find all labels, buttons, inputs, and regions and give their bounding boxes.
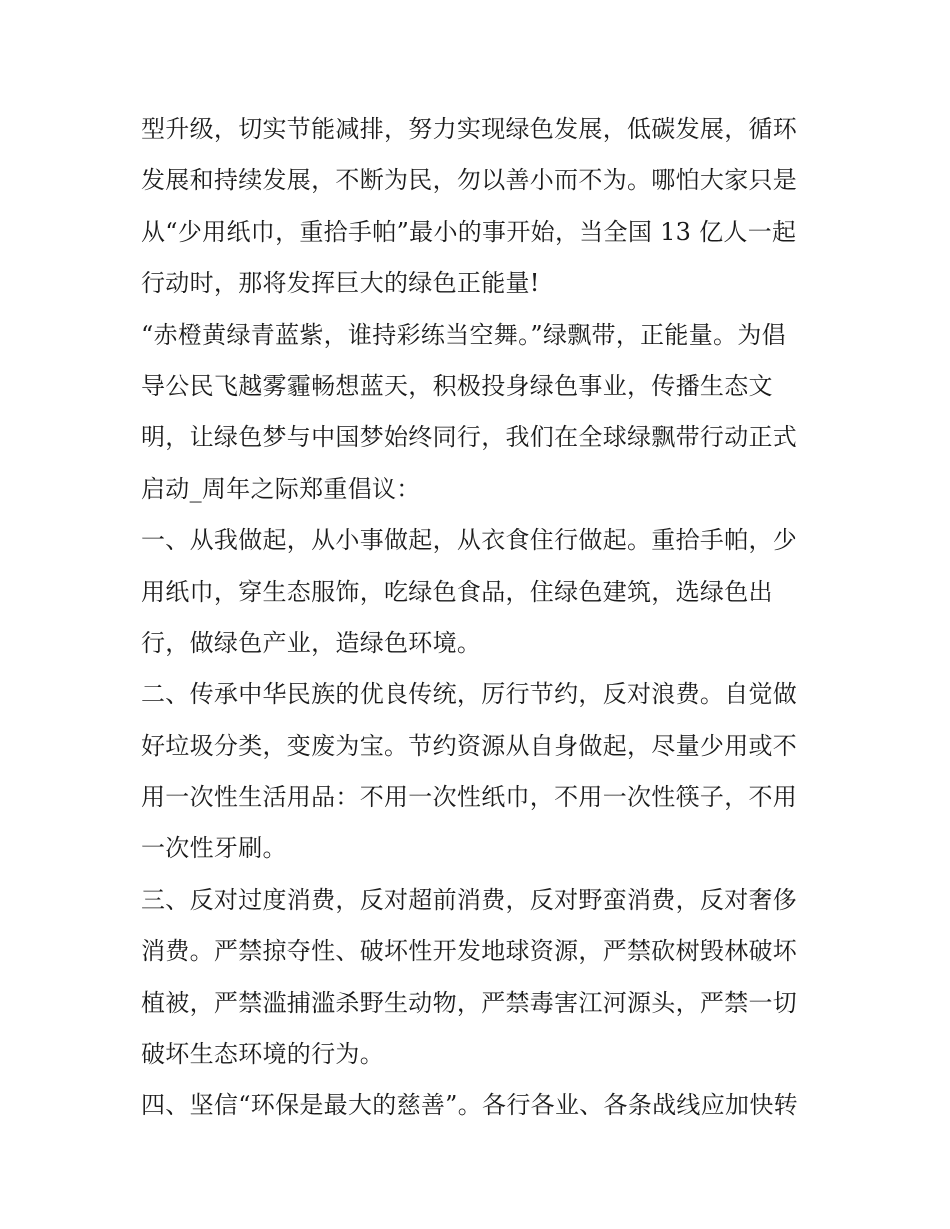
text-line: 用纸巾，穿生态服饰，吃绿色食品，住绿色建筑，选绿色出 bbox=[141, 577, 773, 606]
text-line: 好垃圾分类，变废为宝。节约资源从自身做起，尽量少用或不 bbox=[141, 731, 798, 760]
text-line: 行动时，那将发挥巨大的绿色正能量! bbox=[141, 269, 540, 298]
text-line: 导公民飞越雾霾畅想蓝天，积极投身绿色事业，传播生态文 bbox=[141, 371, 773, 400]
text-line: 用一次性生活用品：不用一次性纸巾，不用一次性筷子，不用 bbox=[141, 783, 798, 812]
text-line: 植被，严禁滥捕滥杀野生动物，严禁毒害江河源头，严禁一切 bbox=[141, 988, 798, 1017]
text-line: 三、反对过度消费，反对超前消费，反对野蛮消费，反对奢侈 bbox=[141, 885, 798, 914]
text-line: 启动_周年之际郑重倡议： bbox=[141, 474, 421, 503]
text-line: 发展和持续发展，不断为民，勿以善小而不为。哪怕大家只是 bbox=[141, 166, 798, 195]
text-line: 行，做绿色产业，造绿色环境。 bbox=[141, 628, 482, 657]
text-line: 消费。严禁掠夺性、破坏性开发地球资源，严禁砍树毁林破坏 bbox=[141, 937, 798, 966]
text-line: 破坏生态环境的行为。 bbox=[141, 1040, 384, 1069]
text-line: 四、坚信“环保是最大的慈善”。各行各业、各条战线应加快转 bbox=[141, 1091, 798, 1120]
text-line: 从“少用纸巾，重拾手帕”最小的事开始，当全国 13 亿人一起 bbox=[141, 217, 797, 246]
text-line: 型升级，切实节能减排，努力实现绿色发展，低碳发展，循环 bbox=[141, 115, 798, 143]
text-line: 一次性牙刷。 bbox=[141, 834, 287, 863]
text-line: 一、从我做起，从小事做起，从衣食住行做起。重拾手帕，少 bbox=[141, 526, 798, 555]
document-body bbox=[141, 104, 813, 1132]
text-line: “赤橙黄绿青蓝紫，谁持彩练当空舞。”绿飘带，正能量。为倡 bbox=[141, 320, 786, 349]
text-line: 二、传承中华民族的优良传统，厉行节约，反对浪费。自觉做 bbox=[141, 680, 798, 709]
text-line: 明，让绿色梦与中国梦始终同行，我们在全球绿飘带行动正式 bbox=[141, 423, 798, 452]
